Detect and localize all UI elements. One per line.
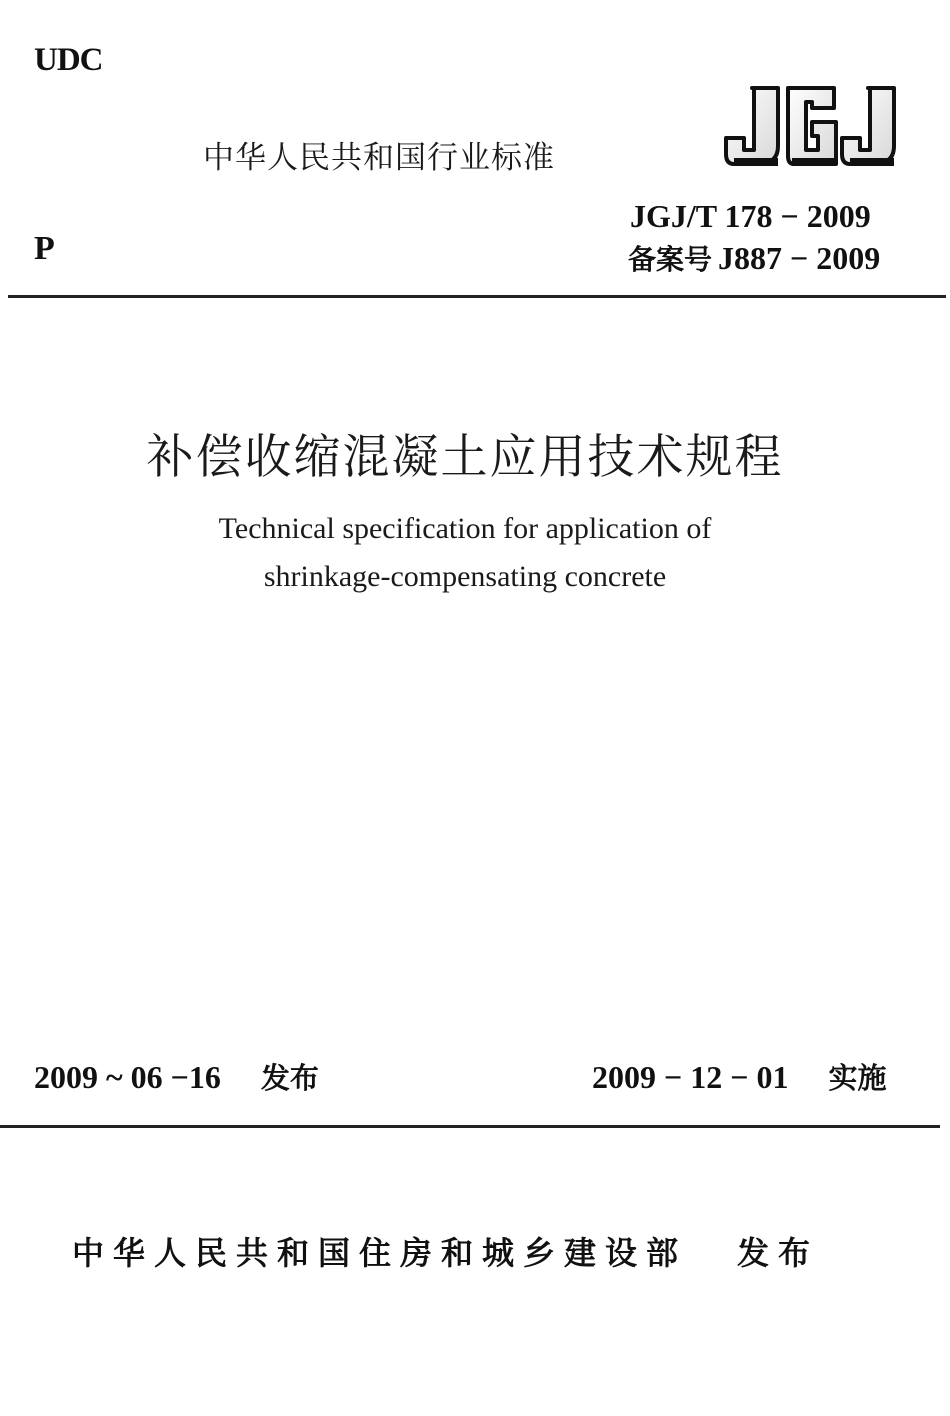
effective-date: 2009 − 12 − 01	[592, 1059, 789, 1095]
udc-label: UDC	[34, 42, 103, 78]
logo-letters	[726, 88, 894, 164]
standard-number: JGJ/T 178 − 2009	[630, 198, 871, 234]
header-divider	[8, 295, 946, 298]
footer-divider	[0, 1125, 940, 1128]
record-number-row	[628, 238, 880, 278]
title-english-line1: Technical specification for application of	[218, 512, 712, 545]
issuing-authority	[72, 1228, 819, 1274]
issuer-name: 中华人民共和国住房和城乡建设部	[72, 1234, 688, 1272]
effective-label: 实施	[828, 1061, 887, 1095]
standard-type-heading: 中华人民共和国行业标准	[203, 140, 555, 176]
record-label: 备案号	[628, 243, 713, 276]
title-chinese: 补偿收缩混凝土应用技术规程	[146, 430, 784, 485]
classification-code: P	[34, 230, 55, 267]
issue-date-row	[34, 1056, 319, 1097]
issue-label: 发布	[260, 1061, 319, 1095]
issuer-action: 发布	[737, 1234, 820, 1272]
record-number: J887 − 2009	[718, 240, 881, 276]
effective-date-row	[592, 1056, 886, 1097]
issue-date: 2009 ~ 06 −16	[34, 1059, 221, 1095]
jgj-logo	[722, 80, 902, 172]
title-english-line2: shrinkage-compensating concrete	[263, 560, 667, 593]
